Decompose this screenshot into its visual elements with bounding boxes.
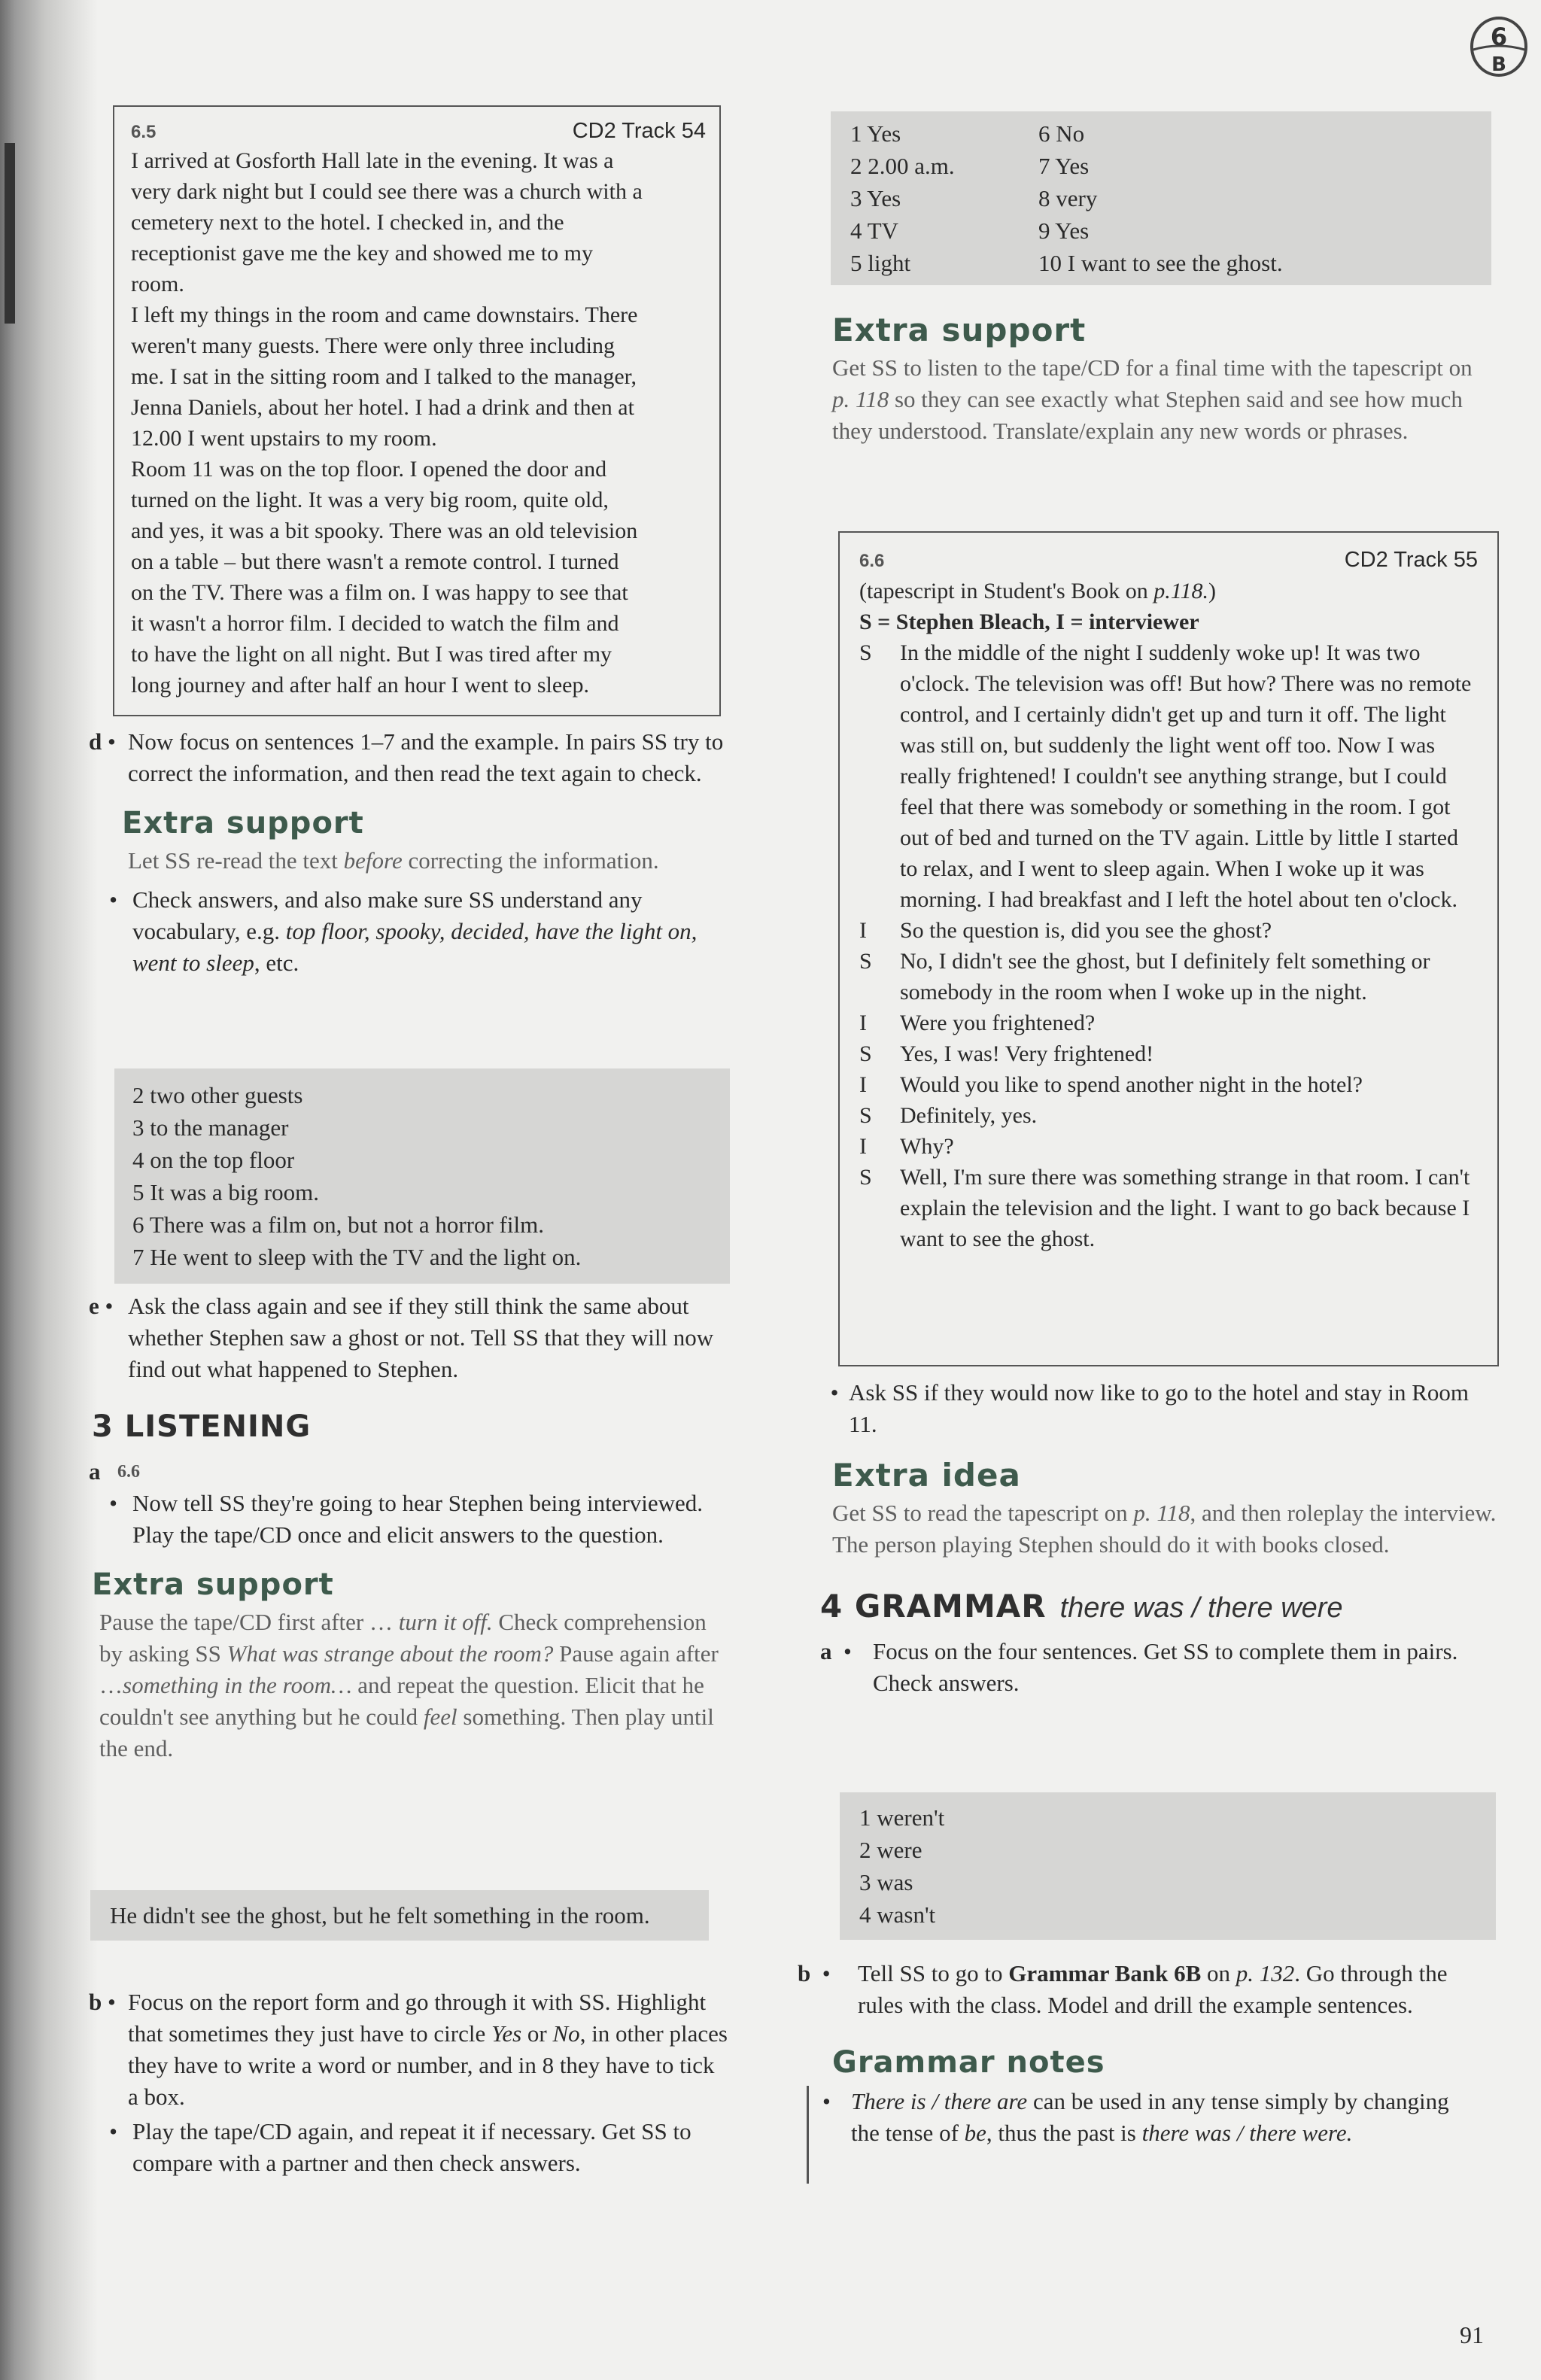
step-e-text: Ask the class again and see if they still think the same about whether Stephen saw a ghost or not. Tell SS that they will now find out what happened to Stephen. (128, 1293, 714, 1382)
answer-item: 4 wasn't (859, 1901, 936, 1928)
dialog-line (859, 946, 1478, 1008)
spine-mark (5, 143, 15, 324)
answer-item: 6 There was a film on, but not a horror film. (132, 1211, 544, 1238)
tapescript-line: cemetery next to the hotel. I checked in, and the (131, 210, 564, 235)
dialog-text: Yes, I was! Very frightened! (900, 1041, 1154, 1066)
tapescript-line: room. (131, 272, 184, 296)
step-e (89, 1290, 728, 1385)
answer-item: 4 TV (850, 217, 899, 244)
bullet-icon: • (109, 1490, 117, 1516)
speaker: I (859, 1072, 867, 1097)
dialog-line (859, 915, 1478, 946)
answer-item: 3 Yes (850, 185, 901, 211)
unit-letter: B (1491, 53, 1506, 76)
unit-number: 6 (1490, 23, 1508, 51)
tapescript-line: Room 11 was on the top floor. I opened the door and (131, 457, 607, 482)
dialog-line (859, 637, 1478, 915)
answer-item: 10 I want to see the ghost. (1038, 250, 1283, 276)
tapescript-line: and yes, it was a bit spooky. There was an old television (131, 518, 638, 543)
answer-item: 4 on the top floor (132, 1147, 295, 1173)
step-d-text: Now focus on sentences 1–7 and the example. In pairs SS try to correct the information, and then read the text again to check. (128, 728, 724, 786)
dialog-line (859, 1100, 1478, 1131)
tapescript-line: long journey and after half an hour I went to sleep. (131, 673, 589, 698)
step-b (89, 1986, 728, 2113)
track-code: 6.5 (131, 122, 157, 142)
track-header (131, 119, 706, 144)
play-again-text: Play the tape/CD again, and repeat it if necessary. Get SS to compare with a partner and then check answers. (132, 2118, 691, 2176)
tapescript-intro: (tapescript in Student's Book on p.118.) (859, 579, 1216, 603)
answer-item: 2 2.00 a.m. (850, 153, 955, 179)
answers-box-2 (90, 1890, 709, 1941)
bullet-icon: • (830, 1379, 839, 1406)
speaker: S (859, 1041, 872, 1066)
grammar-title: 4 GRAMMAR (820, 1588, 1047, 1625)
answers-box-1 (114, 1068, 730, 1284)
tapescript-line: Jenna Daniels, about her hotel. I had a drink and then at (131, 395, 634, 420)
answer-item: 3 was (859, 1869, 913, 1895)
unit-badge-icon (1469, 15, 1529, 78)
answers-box-3 (840, 1792, 1496, 1940)
book-spine-shadow (0, 0, 98, 2380)
answers-box-top (831, 111, 1491, 285)
tapescript-line: to have the light on all night. But I was tired after my (131, 642, 612, 667)
answer-item: 1 Yes (850, 120, 901, 147)
dialog-lines (859, 637, 1478, 1254)
answer-item: 5 It was a big room. (132, 1179, 319, 1205)
dialog-text: Would you like to spend another night in the hotel? (900, 1072, 1363, 1097)
bullet-icon: • (109, 886, 117, 913)
dialog-line (859, 1069, 1478, 1100)
tapescript-line: very dark night but I could see there was a church with a (131, 179, 643, 204)
extra-support-heading-3: Extra support (832, 312, 1087, 348)
dialog-text: Definitely, yes. (900, 1103, 1038, 1128)
left-column-lower (89, 1290, 728, 1764)
dialog-text: In the middle of the night I suddenly woke up! It was two o'clock. The television was off! But how? There was no remote control, and I certainly didn't get up and turn it off. The light was still on, but suddenly the light went off too. Now I was really frightened! I couldn't see anything strange, but I could feel that there was somebody or something in the room. I got out of bed and turned on the TV again. Little by little I started to relax, and I went to sleep again. When I woke up it was morning. I had breakfast and I left the hotel about ten o'clock. (900, 640, 1472, 912)
dialog-line (859, 1162, 1478, 1254)
answer-item: 2 were (859, 1837, 922, 1863)
speaker: I (859, 1134, 867, 1159)
extra-support-heading-2: Extra support (92, 1567, 334, 1602)
bullet-icon: • (822, 2088, 831, 2114)
grammar-step-a-text: Focus on the four sentences. Get SS to complete them in pairs. Check answers. (873, 1638, 1458, 1696)
extra-idea-text: Get SS to read the tapescript on p. 118, and then roleplay the interview. The person playing Stephen should do it with books closed. (832, 1500, 1497, 1558)
grammar-notes-text: There is / there are can be used in any tense simply by changing the tense of be, thus the past is there was / there were. (851, 2088, 1449, 2146)
step-e-marker: e • (89, 1293, 114, 1319)
answers-grid (850, 117, 1472, 279)
answer-item: 8 very (1038, 185, 1098, 211)
extra-support-text-2: Pause the tape/CD first after … turn it off. Check comprehension by asking SS What was strange about the room? Pause again after …something in the room… and repeat the question. Elicit that he couldn't see anything but he could feel something. Then play until the end. (99, 1609, 719, 1761)
extra-support-text-3: Get SS to listen to the tape/CD for a final time with the tapescript on p. 118 so they can see exactly what Stephen said and see how much they understood. Translate/explain any new words or phrases. (832, 354, 1473, 444)
step-b-text: Focus on the report form and go through it with SS. Highlight that sometimes they just have to circle Yes or No, in other places they have to write a word or number, and in 8 they have to tick a box. (128, 1989, 728, 2110)
left-column-bottom (89, 1986, 728, 2179)
right-column-bottom (798, 1958, 1497, 2184)
answer-item: 3 to the manager (132, 1114, 289, 1141)
step-a-text: Now tell SS they're going to hear Stephen being interviewed. Play the tape/CD once and elicit answers to the question. (132, 1490, 704, 1548)
grammar-step-b-text: Tell SS to go to Grammar Bank 6B on p. 132. Go through the rules with the class. Model and drill the example sentences. (858, 1960, 1448, 2018)
track-55-label: CD2 Track 55 (1344, 548, 1478, 572)
tapescript-line: weren't many guests. There were only three including (131, 333, 615, 358)
step-a (89, 1456, 728, 1551)
tapescript-line: I arrived at Gosforth Hall late in the evening. It was a (131, 148, 614, 173)
answer-2-text: He didn't see the ghost, but he felt something in the room. (110, 1902, 650, 1929)
answer-item: 7 He went to sleep with the TV and the light on. (132, 1244, 582, 1270)
dialog-text: Well, I'm sure there was something strange in that room. I can't explain the television and the light. I want to go back because I want to see the ghost. (900, 1165, 1470, 1251)
step-a-marker: a (89, 1458, 101, 1485)
check-answers-row (89, 884, 728, 979)
ask-text: Ask SS if they would now like to go to the hotel and stay in Room 11. (849, 1379, 1470, 1437)
tapescript-line: receptionist gave me the key and showed me to my (131, 241, 593, 266)
right-column-upper (832, 312, 1494, 447)
speaker: S (859, 640, 872, 665)
check-answers-text: Check answers, and also make sure SS understand any vocabulary, e.g. top floor, spooky, decided, have the light on, went to sleep, etc. (132, 886, 698, 976)
extra-support-heading-1: Extra support (122, 806, 364, 840)
step-d-marker: d • (89, 728, 116, 755)
tapescript-cast: S = Stephen Bleach, I = interviewer (859, 609, 1199, 634)
answer-item: 6 No (1038, 120, 1085, 147)
tapescript-55 (859, 576, 1478, 1254)
ask-row (820, 1377, 1497, 1440)
play-again-row (89, 2116, 728, 2179)
track-code-66: 6.6 (117, 1462, 140, 1482)
dialog-line (859, 1008, 1478, 1038)
extra-idea-heading: Extra idea (832, 1457, 1021, 1494)
extra-support-text-1: Let SS re-read the text before correcting the information. (128, 847, 659, 874)
speaker: S (859, 1165, 872, 1190)
track-55-box (838, 531, 1499, 1366)
answer-item: 5 light (850, 250, 911, 276)
tapescript-line: turned on the light. It was a very big room, quite old, (131, 488, 609, 512)
tapescript-text (131, 145, 706, 701)
dialog-line (859, 1038, 1478, 1069)
grammar-notes-body (798, 2086, 1497, 2184)
dialog-text: So the question is, did you see the ghost? (900, 918, 1272, 943)
dialog-line (859, 1131, 1478, 1162)
grammar-step-b-marker: b • (798, 1960, 831, 1986)
grammar-heading (820, 1588, 1497, 1625)
speaker: S (859, 1103, 872, 1128)
step-d (89, 726, 728, 789)
grammar-subtitle: there was / there were (1059, 1592, 1343, 1624)
track-label: CD2 Track 54 (572, 119, 706, 143)
bullet-icon: • (109, 2118, 117, 2144)
tapescript-line: on a table – but there wasn't a remote control. I turned (131, 549, 619, 574)
answer-item: 2 two other guests (132, 1082, 303, 1108)
speaker: I (859, 918, 867, 943)
track-54-box (113, 105, 721, 716)
dialog-text: Were you frightened? (900, 1011, 1096, 1035)
tapescript-line: I left my things in the room and came downstairs. There (131, 302, 638, 327)
answer-item: 1 weren't (859, 1804, 945, 1831)
tapescript-line: me. I sat in the sitting room and I talked to the manager, (131, 364, 637, 389)
right-column-mid (820, 1377, 1497, 1699)
listening-heading: 3 LISTENING (92, 1409, 312, 1444)
speaker: I (859, 1011, 867, 1035)
speaker: S (859, 949, 872, 974)
answer-item: 7 Yes (1038, 153, 1090, 179)
grammar-notes-heading: Grammar notes (832, 2045, 1105, 2080)
tapescript-line: it wasn't a horror film. I decided to watch the film and (131, 611, 619, 636)
track-55-header (859, 548, 1478, 573)
left-column (89, 726, 728, 979)
grammar-step-a-marker: a • (820, 1638, 852, 1664)
dialog-text: No, I didn't see the ghost, but I definitely felt something or somebody in the room when I woke up in the night. (900, 949, 1430, 1005)
track-55-code: 6.6 (859, 551, 885, 571)
grammar-step-a (820, 1636, 1497, 1699)
tapescript-line: on the TV. There was a film on. I was happy to see that (131, 580, 628, 605)
notes-rule-line (807, 2086, 809, 2184)
tapescript-line: 12.00 I went upstairs to my room. (131, 426, 437, 451)
dialog-text: Why? (900, 1134, 954, 1159)
answer-item: 9 Yes (1038, 217, 1090, 244)
grammar-step-b (798, 1958, 1497, 2021)
page-number: 91 (1460, 2321, 1484, 2348)
step-b-marker: b • (89, 1989, 116, 2015)
